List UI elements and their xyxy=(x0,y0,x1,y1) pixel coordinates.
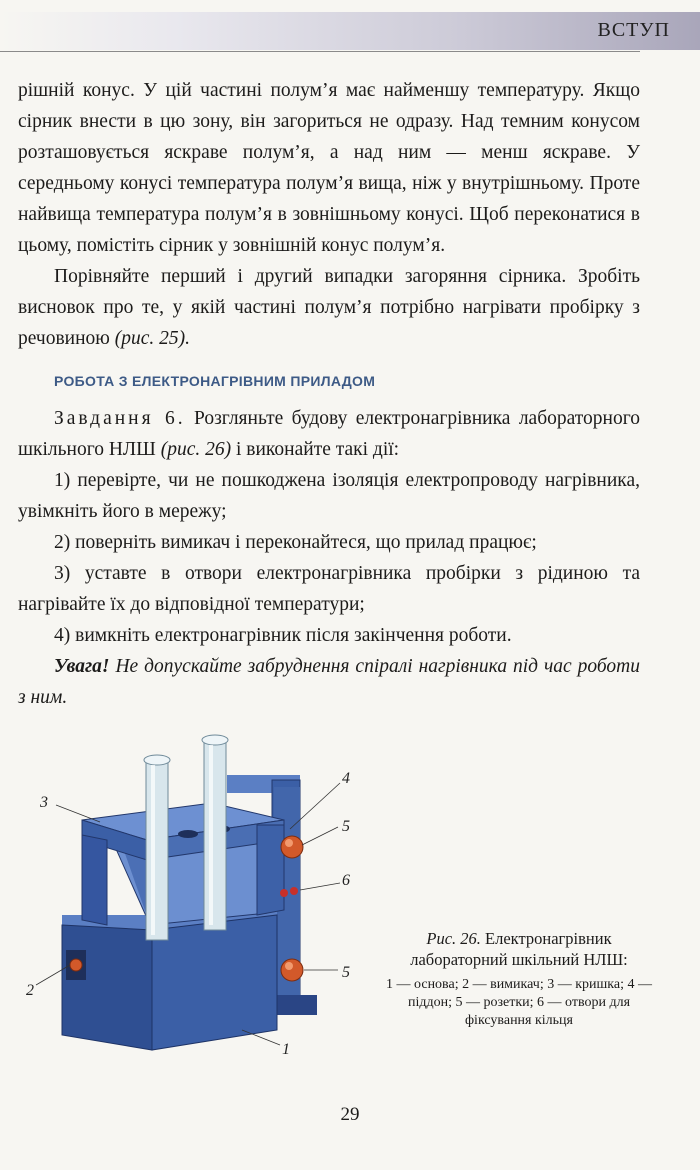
section-heading: РОБОТА З ЕЛЕКТРОНАГРІВНИМ ПРИЛАДОМ xyxy=(54,373,376,389)
leader-3 xyxy=(56,805,100,822)
base-front-face xyxy=(152,915,277,1050)
figure-reference-25: (рис. 25). xyxy=(114,328,191,349)
test-tube-1 xyxy=(146,760,168,940)
fixing-hole-1 xyxy=(280,889,288,897)
lid-right-support xyxy=(257,825,284,915)
caption-legend: 1 — основа; 2 — вимикач; 3 — кришка; 4 — піддон; 5 — розетки; 6 — отвори для фіксування кільця xyxy=(386,977,652,1028)
label-4: 4 xyxy=(342,770,350,787)
label-5-upper: 5 xyxy=(342,818,350,835)
leader-6 xyxy=(300,883,340,890)
test-tube-1-shine xyxy=(151,765,155,935)
body-text-task xyxy=(18,403,640,713)
label-6: 6 xyxy=(342,872,350,889)
tray-foot xyxy=(272,995,317,1015)
fixing-hole-2 xyxy=(290,887,298,895)
lid-left-support xyxy=(82,835,107,925)
test-tube-1-rim xyxy=(144,755,170,765)
socket-lower xyxy=(281,959,303,981)
step-1: 1) перевірте, чи не пошкоджена ізоляція електропроводу нагрівника, увімкніть його в мережу; xyxy=(18,470,640,522)
socket-lower-highlight xyxy=(285,962,293,970)
leader-5-upper xyxy=(302,827,338,845)
label-3: 3 xyxy=(40,794,48,811)
label-1: 1 xyxy=(282,1041,290,1058)
header-rule xyxy=(0,51,640,52)
warning-text: Не допускайте забруднення спіралі нагрівника під час роботи з ним. xyxy=(18,656,640,708)
step-3: 3) уставте в отвори електронагрівника пробірки з рідиною та нагрівайте їх до відповідної температури; xyxy=(18,563,640,615)
task-label: Завдання 6. xyxy=(54,408,186,429)
body-text-top xyxy=(18,75,640,354)
label-5-lower: 5 xyxy=(342,964,350,981)
switch-knob xyxy=(70,959,82,971)
running-header: ВСТУП xyxy=(597,19,670,41)
warning-label: Увага! xyxy=(54,656,110,677)
socket-upper-highlight xyxy=(285,839,293,847)
paragraph-comparison xyxy=(18,261,640,354)
figure-reference-26: (рис. 26) xyxy=(160,439,232,460)
test-tube-2-shine xyxy=(209,745,213,925)
figure-caption xyxy=(385,928,653,1030)
task-paragraph xyxy=(18,403,640,465)
step-2: 2) поверніть вимикач і переконайтеся, що прилад працює; xyxy=(54,532,537,553)
test-tube-2-rim xyxy=(202,735,228,745)
caption-title xyxy=(385,928,653,970)
label-2: 2 xyxy=(26,982,34,999)
header-band xyxy=(0,12,700,50)
page-number: 29 xyxy=(340,1104,360,1125)
caption-title-text: Електронагрівник лабораторний шкільний НЛШ: xyxy=(410,929,628,969)
step-4: 4) вимкніть електронагрівник після закінчення роботи. xyxy=(54,625,512,646)
task-tail: і виконайте такі дії: xyxy=(231,439,400,460)
base-left-face xyxy=(62,925,152,1050)
comparison-text: Порівняйте перший і другий випадки загоряння сірника. Зробіть висновок про те, у якій частині полум’я потрібно нагрівати пробірку з речовиною xyxy=(18,266,640,349)
paragraph-flame-cones: рішній конус. У цій частині полум’я має найменшу температуру. Якщо сірник внести в цю зону, він загориться не одразу. Над темним конусом розташовується яскраве полум’я, а над ним — менш яскраве. У середньому конусі температура полум’я вища, ніж у внутрішньому. Проте найвища температура полум’я в зовнішньому конусі. Щоб переконатися в цьому, помістіть сірник у зовнішній конус полум’я. xyxy=(18,80,640,256)
task-text: Розгляньте будову електронагрівника лабораторного шкільного НЛШ xyxy=(18,408,640,460)
warning-paragraph xyxy=(18,651,640,713)
heater-illustration xyxy=(22,725,362,1060)
caption-figure-number: Рис. 26. xyxy=(426,929,481,948)
socket-upper xyxy=(281,836,303,858)
test-tube-2 xyxy=(204,740,226,930)
lid-hole-1 xyxy=(178,830,198,838)
